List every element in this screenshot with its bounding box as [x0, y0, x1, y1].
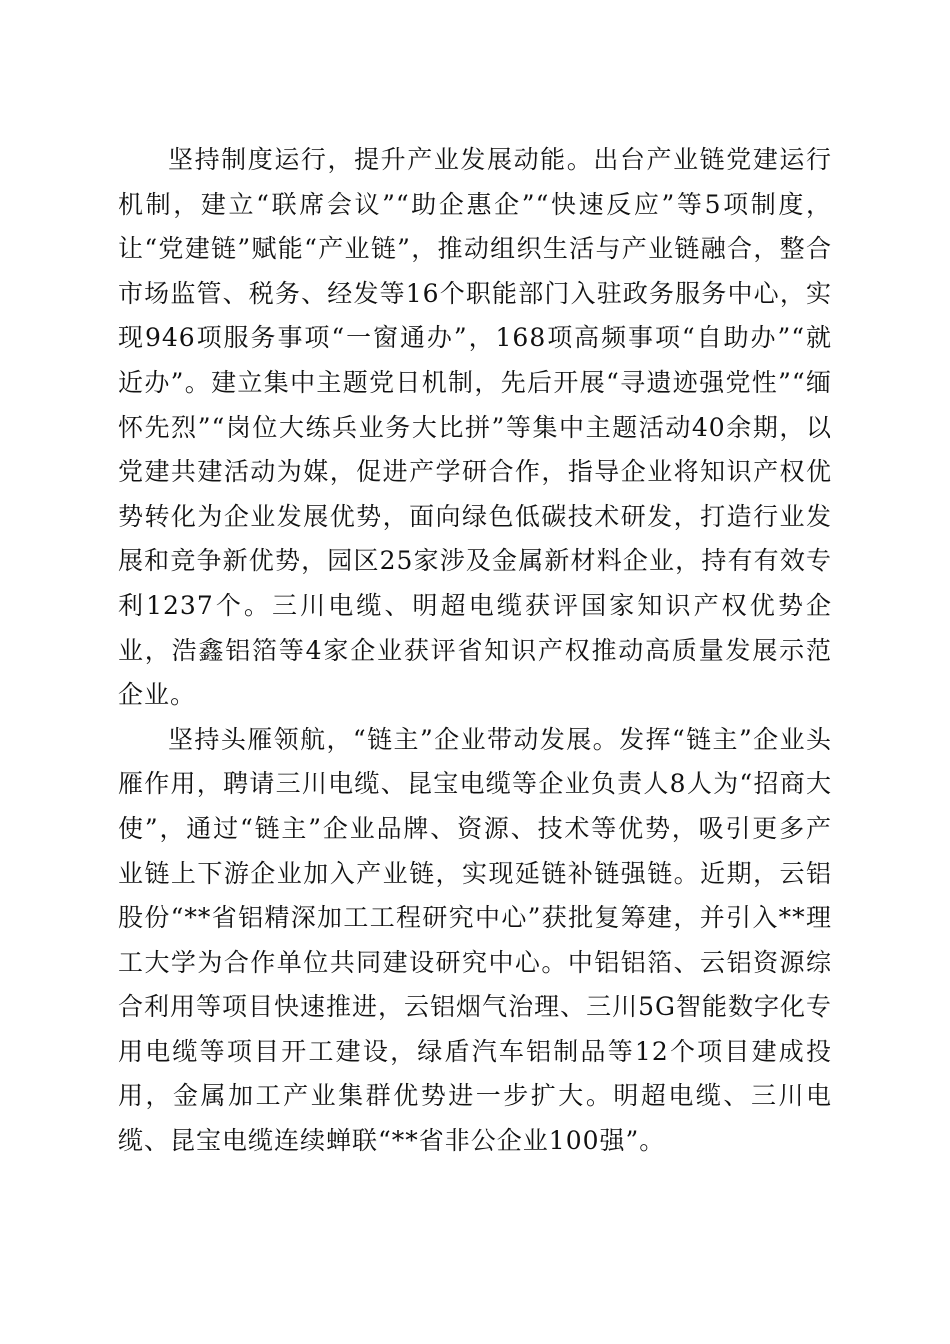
document-body	[118, 138, 832, 1164]
paragraph-chain-leader-enterprises: 坚持头雁领航，“链主”企业带动发展。发挥“链主”企业头雁作用，聘请三川电缆、昆宝电缆等企业负责人8人为“招商大使”，通过“链主”企业品牌、资源、技术等优势，吸引更多产业链上下游企业加入产业链，实现延链补链强链。近期，云铝股份“**省铝精深加工工程研究中心”获批复筹建，并引入**理工大学为合作单位共同建设研究中心。中铝铝箔、云铝资源综合利用等项目快速推进，云铝烟气治理、三川5G智能数字化专用电缆等项目开工建设，绿盾汽车铝制品等12个项目建成投用，金属加工产业集群优势进一步扩大。明超电缆、三川电缆、昆宝电缆连续蝉联“**省非公企业100强”。	[118, 724, 832, 1156]
paragraph-institutional-operation: 坚持制度运行，提升产业发展动能。出台产业链党建运行机制，建立“联席会议”“助企惠企”“快速反应”等5项制度，让“党建链”赋能“产业链”，推动组织生活与产业链融合，整合市场监管、税务、经发等16个职能部门入驻政务服务中心，实现946项服务事项“一窗通办”，168项高频事项“自助办”“就近办”。建立集中主题党日机制，先后开展“寻遗迹强党性”“缅怀先烈”“岗位大练兵业务大比拼”等集中主题活动40余期，以党建共建活动为媒，促进产学研合作，指导企业将知识产权优势转化为企业发展优势，面向绿色低碳技术研发，打造行业发展和竞争新优势，园区25家涉及金属新材料企业，持有有效专利1237个。三川电缆、明超电缆获评国家知识产权优势企业，浩鑫铝箔等4家企业获评省知识产权推动高质量发展示范企业。	[118, 145, 832, 710]
